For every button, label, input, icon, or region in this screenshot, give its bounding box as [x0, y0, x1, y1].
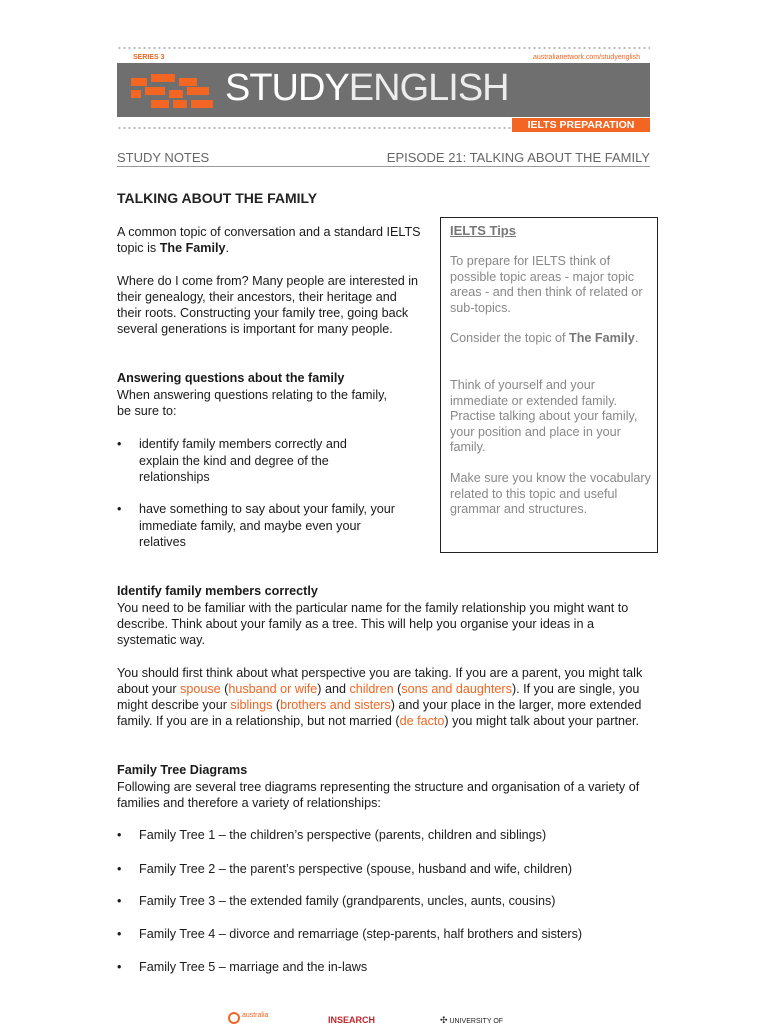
paragraph-text: ( [220, 682, 229, 696]
banner-dotted-border-top [117, 46, 650, 50]
insearch-logo: INSEARCH [328, 1015, 376, 1025]
ielts-tips-box [440, 217, 658, 553]
highlighted-term: sons and daughters [401, 682, 512, 696]
paragraph-text: ( [272, 698, 281, 712]
australia-network-logo [228, 1012, 268, 1024]
banner-dotted-border-bottom [117, 126, 512, 130]
banner-title-study: STUDY [225, 67, 349, 109]
bullet-icon: • [117, 828, 122, 842]
university-crest-icon: ✣ [440, 1015, 448, 1025]
paragraph-text: You should first think about what perspective you are taking. If you are a parent, you might talk about your [117, 666, 643, 696]
site-url: australianetwork.com/studyenglish [533, 54, 640, 61]
bullet-icon: • [117, 927, 122, 941]
tips-p2-bold: The Family [569, 331, 635, 345]
answering-bullet-2 [117, 501, 407, 551]
highlighted-term: siblings [230, 698, 273, 712]
tips-paragraph-1: To prepare for IELTS think of possible topic areas - major topic areas - and then think of related or sub-topics. [450, 254, 643, 315]
intro-p1-text: A common topic of conversation and a standard IELTS topic is [117, 225, 421, 255]
bullet-icon: • [117, 862, 122, 876]
highlighted-term: spouse [180, 682, 221, 696]
bullet-text: identify family members correctly and explain the kind and degree of the relationships [139, 437, 347, 484]
bullet-text: Family Tree 1 – the children’s perspective (parents, children and siblings) [139, 828, 547, 842]
intro-paragraph-2: Where do I come from? Many people are interested in their genealogy, their ancestors, their heritage and their roots. Constructing your family tree, going back several generations is important for many people. [117, 274, 419, 336]
bullet-icon: • [117, 502, 122, 516]
bullet-text: Family Tree 4 – divorce and remarriage (step-parents, half brothers and sisters) [139, 927, 583, 941]
paragraph-text: ) and [317, 682, 350, 696]
intro-paragraph-1 [117, 224, 422, 256]
paragraph-text: ( [393, 682, 402, 696]
banner-bar [117, 63, 650, 117]
tips-p2-text: Consider the topic of [450, 331, 570, 345]
tips-p2-end: . [634, 331, 639, 345]
university-logo [440, 1015, 503, 1026]
tips-paragraph-2 [450, 331, 655, 347]
episode-label: EPISODE 21: TALKING ABOUT THE FAMILY [386, 150, 650, 165]
highlighted-term: de facto [399, 714, 445, 728]
series-label: SERIES 3 [133, 54, 165, 61]
identify-text: You need to be familiar with the particular name for the family relationship you might want to describe. Think about your family as a tree. This will help you organise your ideas in a systematic way. [117, 601, 629, 647]
study-english-banner [117, 46, 650, 132]
tips-paragraph-4: Make sure you know the vocabulary related to this topic and useful grammar and structures. [450, 471, 651, 516]
paragraph-text: ) you might talk about your partner. [444, 714, 639, 728]
bullet-icon: • [117, 437, 122, 451]
banner-title-english: ENGLISH [348, 67, 509, 109]
bullet-text: Family Tree 5 – marriage and the in-laws [139, 960, 368, 974]
page-title: TALKING ABOUT THE FAMILY [117, 190, 318, 206]
bullet-text: Family Tree 2 – the parent’s perspective (spouse, husband and wife, children) [139, 862, 573, 876]
family-tree-text: Following are several tree diagrams representing the structure and organisation of a variety of families and therefore a variety of relationships: [117, 780, 640, 810]
answering-bullet-1 [117, 436, 387, 486]
study-notes-label: STUDY NOTES [117, 150, 210, 165]
tree-bullet-5 [117, 959, 652, 977]
header-divider [117, 166, 650, 167]
footer-logo3-text: UNIVERSITY OF [449, 1018, 504, 1025]
tips-paragraph-3: Think of yourself and your immediate or extended family. Practise talking about your family, your position and place in your family. [450, 378, 638, 454]
intro-p1-bold: The Family [159, 241, 226, 255]
bullet-icon: • [117, 960, 122, 974]
bullet-text: Family Tree 3 – the extended family (grandparents, uncles, aunts, cousins) [139, 894, 556, 908]
footer-logos [228, 1012, 548, 1024]
identify-paragraph-2 [117, 665, 652, 729]
answering-text: When answering questions relating to the family, be sure to: [117, 388, 387, 418]
footer-logo1-text: australia [241, 1012, 269, 1019]
tree-bullet-1 [117, 827, 652, 845]
australia-ring-icon [228, 1012, 240, 1024]
intro-p1-end: . [225, 241, 229, 255]
bullet-icon: • [117, 894, 122, 908]
bullet-text: have something to say about your family, your immediate family, and maybe even your relatives [139, 502, 395, 549]
paragraph-text: ). If you are single, you might describe your [117, 682, 640, 712]
ielts-tips-title: IELTS Tips [450, 223, 516, 238]
tree-bullet-3 [117, 893, 652, 911]
tree-bullet-2 [117, 861, 652, 879]
highlighted-term: brothers and sisters [280, 698, 391, 712]
banner-title [225, 67, 509, 110]
logo-bricks-icon [131, 74, 215, 108]
tree-bullet-4 [117, 926, 652, 944]
answering-heading: Answering questions about the family [117, 371, 345, 385]
ielts-preparation-tab: IELTS PREPARATION [512, 118, 650, 132]
identify-heading: Identify family members correctly [117, 584, 318, 598]
highlighted-term: husband or wife [228, 682, 318, 696]
highlighted-term: children [349, 682, 394, 696]
paragraph-text: ) and your place in the larger, more extended family. If you are in a relationship, but not married ( [117, 698, 642, 728]
family-tree-heading: Family Tree Diagrams [117, 763, 248, 777]
